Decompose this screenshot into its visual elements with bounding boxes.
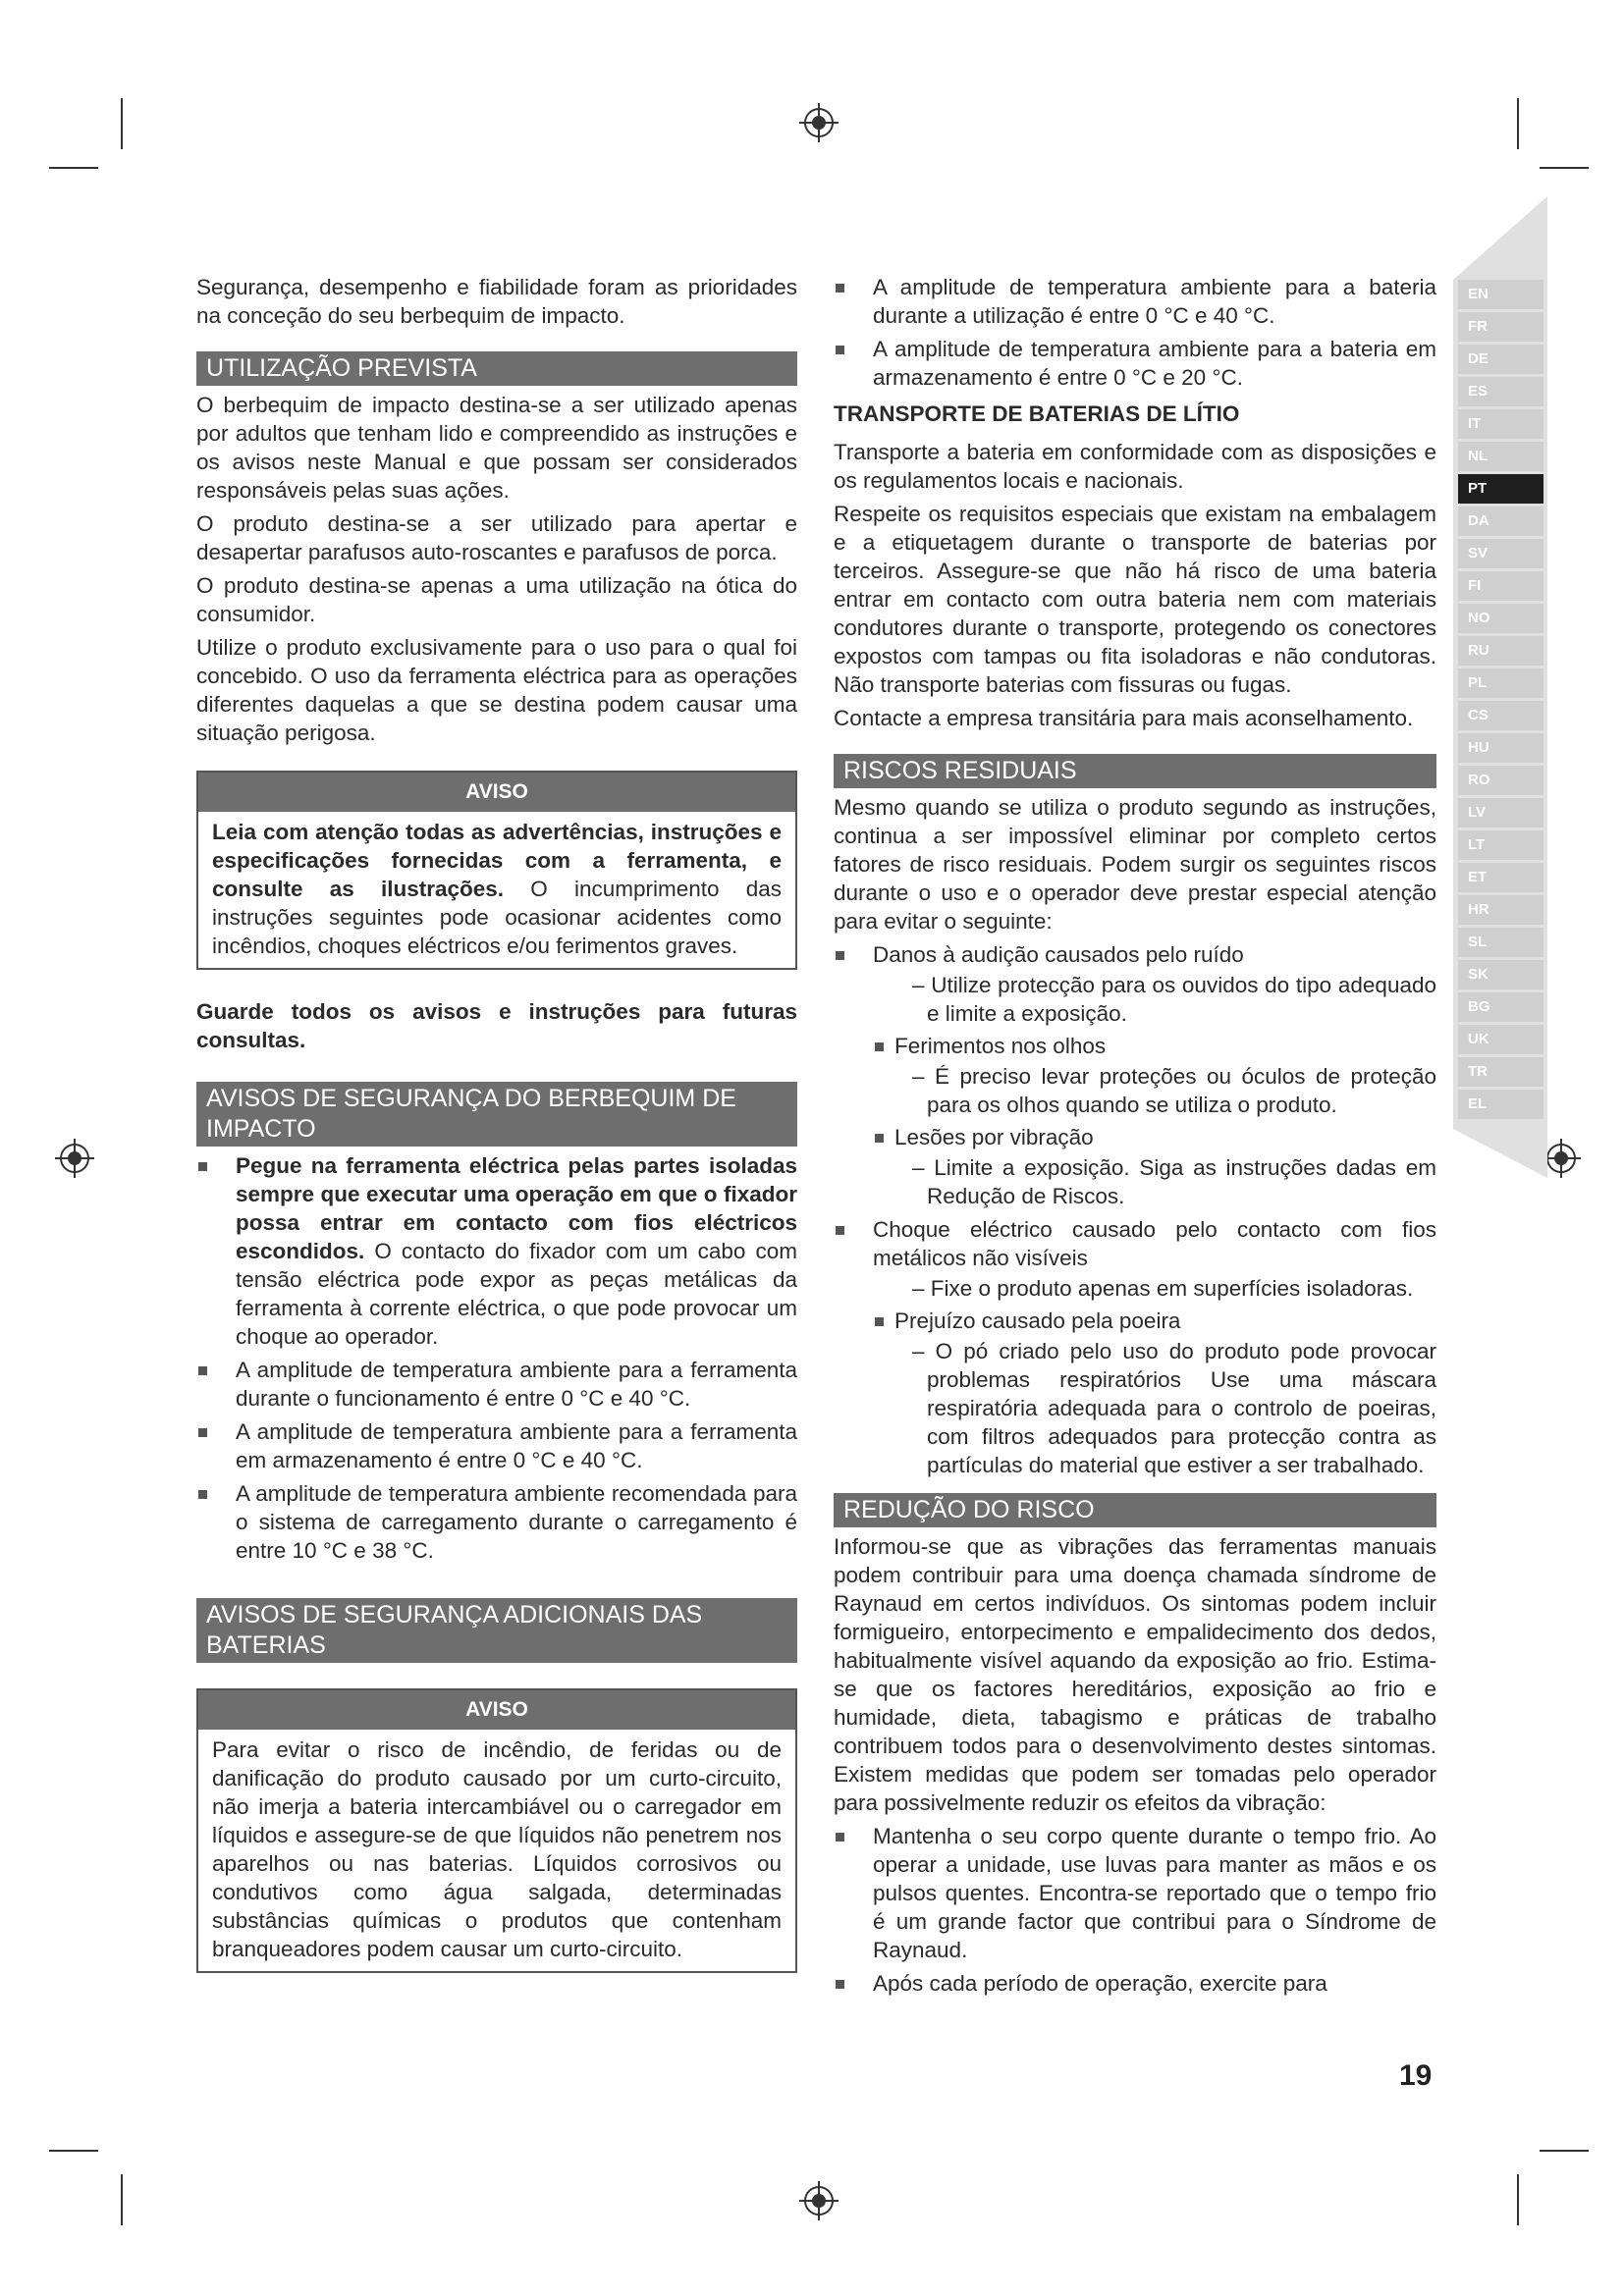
safety-list (196, 1151, 797, 1565)
crop-mark (121, 2174, 123, 2225)
reduction-list (834, 1822, 1436, 1998)
language-tab-da: DA (1458, 507, 1543, 536)
warning-title: AVISO (198, 1690, 795, 1730)
language-index (1458, 280, 1543, 1122)
paragraph: O produto destina-se a ser utilizado para apertar e desapertar parafusos auto-roscantes e parafusos de porca. (196, 511, 797, 564)
language-tab-sl: SL (1458, 928, 1543, 957)
left-column (196, 273, 797, 2001)
language-tab-tr: TR (1458, 1057, 1543, 1087)
sub-list-item (873, 1123, 1436, 1210)
paragraph: O produto destina-se apenas a uma utilização na ótica do consumidor. (196, 573, 797, 626)
registration-mark-icon (1542, 1139, 1581, 1178)
dash-text: – Fixe o produto apenas em superfícies isoladoras. (912, 1276, 1414, 1301)
dash-text: – Utilize protecção para os ouvidos do tipo adequado e limite a exposição. (912, 973, 1436, 1026)
paragraph: Contacte a empresa transitária para mais aconselhamento. (834, 706, 1414, 730)
list-item: Após cada período de operação, exercite para (834, 1969, 1436, 1998)
language-tab-en: EN (1458, 280, 1543, 309)
dash-text: – É preciso levar proteções ou óculos de proteção para os olhos quando se utiliza o produto. (912, 1064, 1436, 1117)
language-tab-et: ET (1458, 863, 1543, 892)
warning-bold-text: Leia com atenção todas as advertências, instruções e especificações fornecidas com a ferramenta, e consulte as ilustrações. (212, 820, 782, 901)
section-heading-reducao: REDUÇÃO DO RISCO (834, 1493, 1436, 1527)
language-tab-lv: LV (1458, 798, 1543, 828)
paragraph: Respeite os requisitos especiais que existam na embalagem e a etiquetagem durante o transporte de baterias por terceiros. Assegure-se que não há risco de uma bateria entrar em contacto com outra bateria nem com materiais condutores durante o transporte, protegendo os conectores expostos com tampas ou fita isoladoras e não condutoras. Não transporte baterias com fissuras ou fugas. (834, 502, 1436, 697)
sub-list-item (873, 1307, 1436, 1479)
list-item: A amplitude de temperatura ambiente para a ferramenta em armazenamento é entre 0 °C e 40 °C. (196, 1417, 797, 1474)
dash-text: – Limite a exposição. Siga as instruções dadas em Redução de Riscos. (912, 1155, 1436, 1208)
crop-mark (49, 2150, 98, 2152)
registration-mark-icon (799, 2181, 839, 2220)
paragraph: O berbequim de impacto destina-se a ser utilizado apenas por adultos que tenham lido e compreendido as instruções e os avisos neste Manual e que possam ser considerados responsáveis pelas suas ações. (196, 393, 797, 503)
section-heading-avisos-berbequim: AVISOS DE SEGURANÇA DO BERBEQUIM DE IMPACTO (196, 1082, 797, 1147)
dash-note (894, 1337, 1436, 1479)
language-tab-nl: NL (1458, 442, 1543, 471)
crop-mark (49, 167, 98, 169)
language-tab-sv: SV (1458, 539, 1543, 568)
language-tab-de: DE (1458, 345, 1543, 374)
language-tab-fi: FI (1458, 571, 1543, 601)
language-tab-es: ES (1458, 377, 1543, 406)
list-item-text: O contacto do fixador com um cabo com tensão eléctrica pode expor as peças metálicas da ferramenta à corrente eléctrica, o que pode provocar um choque ao operador. (236, 1239, 797, 1349)
list-item-label: Danos à audição causados pelo ruído (873, 942, 1244, 967)
crop-mark (121, 98, 123, 149)
crop-mark (1540, 167, 1589, 169)
risk-list (834, 940, 1436, 1479)
language-tab-cs: CS (1458, 701, 1543, 730)
language-tab-ro: RO (1458, 766, 1543, 795)
warning-body (198, 812, 795, 968)
battery-temperature-list (834, 273, 1436, 392)
language-tab-el: EL (1458, 1090, 1543, 1119)
list-item (834, 940, 1436, 1210)
paragraph: Transporte a bateria em conformidade com as disposições e os regulamentos locais e nacionais. (834, 440, 1436, 493)
crop-mark (1517, 2174, 1519, 2225)
sub-list (873, 1307, 1436, 1479)
right-column (834, 273, 1436, 2002)
language-tab-uk: UK (1458, 1025, 1543, 1054)
list-item-label: Choque eléctrico causado pelo contacto com fios metálicos não visíveis (873, 1217, 1436, 1270)
language-tab-ru: RU (1458, 636, 1543, 666)
paragraph: Informou-se que as vibrações das ferramentas manuais podem contribuir para uma doença chamada síndrome de Raynaud em certos indivíduos. Os sintomas podem incluir formigueiro, entorpecimento e empalidecimento dos dedos, habitualmente visível aquando da exposição ao frio. Estima-se que os factores hereditários, exposição ao frio e humidade, dieta, tabagismo e práticas de trabalho contribuem todos para o desenvolvimento destes sintomas. Existem medidas que podem ser tomadas pelo operador para possivelmente reduzir os efeitos da vibração: (834, 1534, 1436, 1815)
sub-list-item (873, 1032, 1436, 1119)
language-tab-sk: SK (1458, 960, 1543, 989)
section-heading-riscos: RISCOS RESIDUAIS (834, 754, 1436, 788)
language-tab-hu: HU (1458, 733, 1543, 763)
warning-body: Para evitar o risco de incêndio, de feridas ou de danificação do produto causado por um curto-circuito, não imerja a bateria intercambiável ou o carregador em líquidos e assegure-se de que líquidos não penetrem nos aparelhos ou nas baterias. Líquidos corrosivos ou condutivos como água salgada, determinadas substâncias químicas o produtos que contenham branqueadores podem causar um curto-circuito. (212, 1737, 782, 1961)
page-number: 19 (1399, 2059, 1433, 2092)
language-tab-no: NO (1458, 604, 1543, 633)
dash-note (834, 971, 1436, 1028)
paragraph: Mesmo quando se utiliza o produto segundo as instruções, continua a ser impossível eliminar por completo certos fatores de risco residuais. Podem surgir os seguintes riscos durante o uso e o operador deve prestar especial atenção para evitar o seguinte: (834, 795, 1436, 934)
warning-text: O incumprimento das instruções seguintes pode ocasionar acidentes como incêndios, choques eléctricos e/ou ferimentos graves. (212, 877, 782, 958)
dash-note (894, 1153, 1436, 1210)
list-item-bold: Pegue na ferramenta eléctrica pelas partes isoladas sempre que executar uma operação em que o fixador possa entrar em contacto com fios eléctricos escondidos. (236, 1153, 797, 1263)
language-tab-pl: PL (1458, 668, 1543, 698)
sub-item-label: Ferimentos nos olhos (894, 1034, 1107, 1058)
list-item (834, 1215, 1436, 1479)
language-tab-hr: HR (1458, 895, 1543, 925)
section-heading-utilizacao: UTILIZAÇÃO PREVISTA (196, 351, 797, 386)
crop-mark (1540, 2150, 1589, 2152)
keep-instructions-text: Guarde todos os avisos e instruções para futuras consultas. (196, 999, 797, 1052)
registration-mark-icon (55, 1139, 94, 1178)
dash-note (894, 1062, 1436, 1119)
paragraph: Utilize o produto exclusivamente para o uso para o qual foi concebido. O uso da ferramenta eléctrica para as operações diferentes daquelas a que se destina podem causar uma situação perigosa. (196, 635, 797, 745)
language-tab-pt: PT (1458, 474, 1543, 504)
section-heading-avisos-baterias: AVISOS DE SEGURANÇA ADICIONAIS DAS BATERIAS (196, 1598, 797, 1663)
language-tab-fr: FR (1458, 312, 1543, 342)
list-item: A amplitude de temperatura ambiente para a bateria durante a utilização é entre 0 °C e 40 °C. (834, 273, 1436, 330)
section-heading-transporte: TRANSPORTE DE BATERIAS DE LÍTIO (834, 401, 1240, 426)
sub-list (873, 1032, 1436, 1210)
list-item: Mantenha o seu corpo quente durante o tempo frio. Ao operar a unidade, use luvas para manter as mãos e os pulsos quentes. Encontra-se reportado que o tempo frio é um grande factor que contribui para o Síndrome de Raynaud. (834, 1822, 1436, 1964)
language-tab-lt: LT (1458, 830, 1543, 860)
registration-mark-icon (799, 103, 839, 142)
list-item: A amplitude de temperatura ambiente para a bateria em armazenamento é entre 0 °C e 20 °C. (834, 335, 1436, 392)
language-tab-bg: BG (1458, 992, 1543, 1022)
sub-item-label: Prejuízo causado pela poeira (894, 1308, 1181, 1333)
warning-box (196, 771, 797, 970)
dash-note (834, 1274, 1436, 1303)
list-item: A amplitude de temperatura ambiente para a ferramenta durante o funcionamento é entre 0 °C e 40 °C. (196, 1356, 797, 1413)
warning-box (196, 1688, 797, 1973)
dash-text: – O pó criado pelo uso do produto pode provocar problemas respiratórios Use uma máscara respiratória adequada para o controlo de poeiras, com filtros adequados para protecção contra as partículas do material que estiver a ser trabalhado. (912, 1339, 1436, 1477)
list-item: A amplitude de temperatura ambiente recomendada para o sistema de carregamento durante o carregamento é entre 10 °C e 38 °C. (196, 1479, 797, 1565)
intro-text: Segurança, desempenho e fiabilidade foram as prioridades na conceção do seu berbequim de impacto. (196, 275, 797, 328)
list-item (196, 1151, 797, 1351)
language-tab-it: IT (1458, 409, 1543, 439)
warning-title: AVISO (198, 773, 795, 812)
sub-item-label: Lesões por vibração (894, 1125, 1094, 1149)
crop-mark (1517, 98, 1519, 149)
